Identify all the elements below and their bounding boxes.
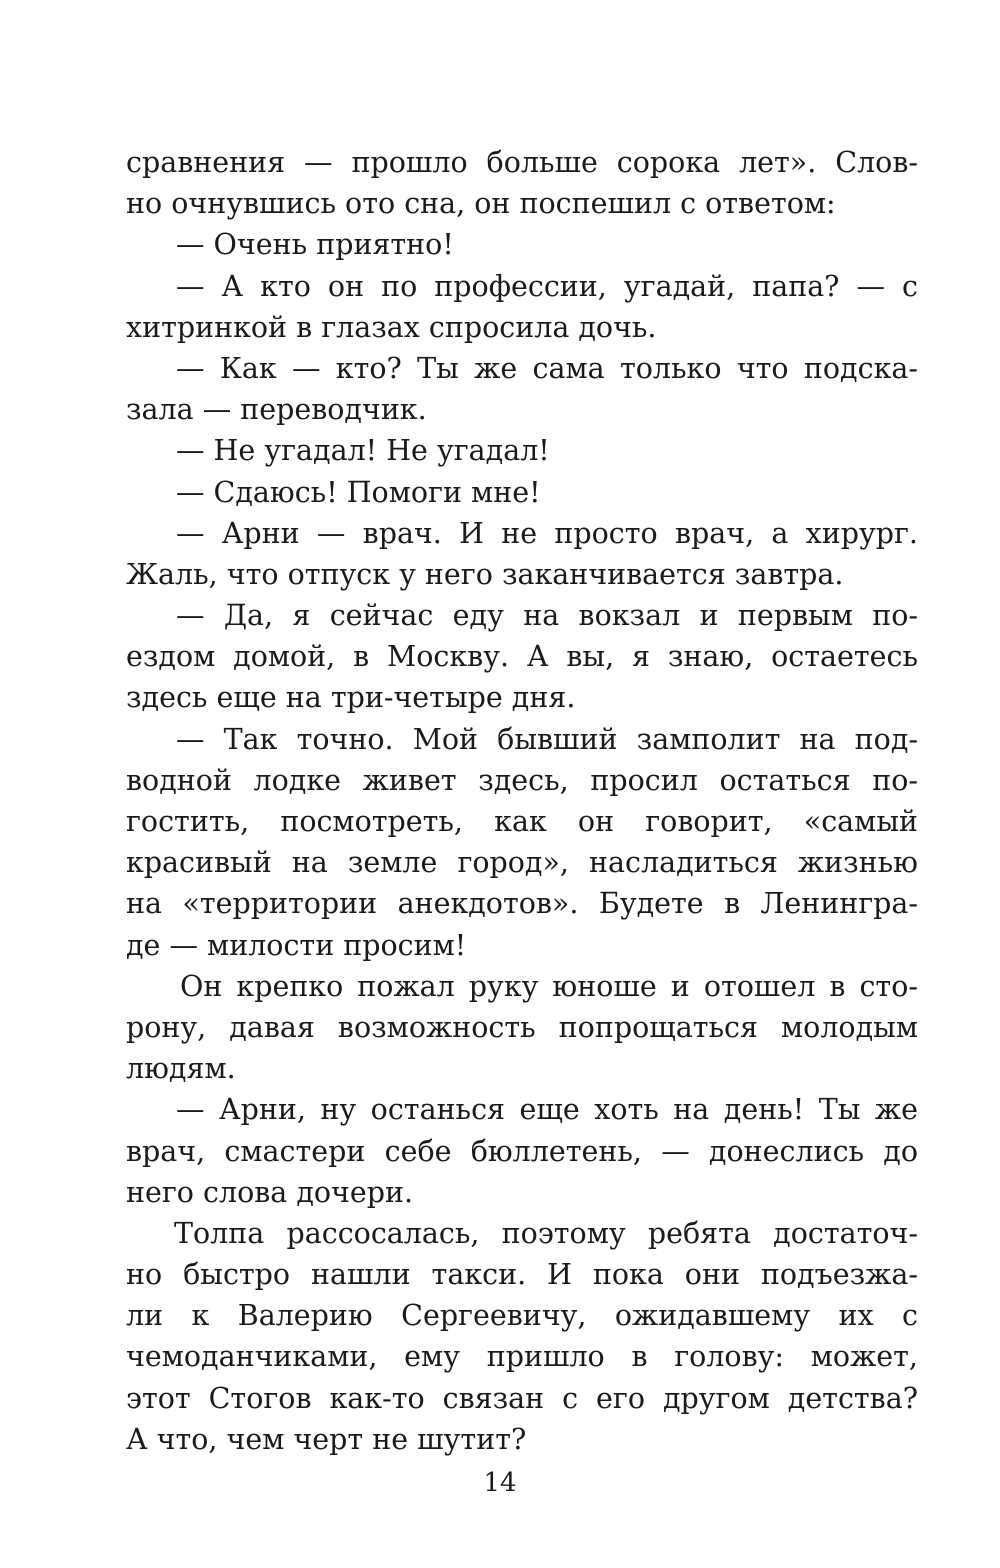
text-line: водной лодке живет здесь, просил остаться по- (126, 763, 918, 797)
text-line: Он крепко пожал руку юноше и отошел в сто- (180, 969, 918, 1003)
text-line: но очнувшись ото сна, он поспешил с ответом: (126, 187, 836, 221)
text-line: — Очень приятно! (176, 228, 454, 262)
page-number: 14 (483, 1468, 517, 1498)
text-line: — Да, я сейчас еду на вокзал и первым по- (176, 599, 918, 633)
text-line: на «территории анекдотов». Будете в Ленингра- (126, 887, 918, 921)
text-line: людям. (126, 1052, 236, 1086)
text-line: гостить, посмотреть, как он говорит, «самый (126, 805, 918, 838)
text-line: — А кто он по профессии, угадай, папа? — с (176, 269, 918, 303)
text-line: А что, чем черт не шутит? (126, 1422, 527, 1456)
text-line: — Как — кто? Ты же сама только что подска- (176, 351, 918, 385)
text-line: — Арни, ну останься еще хоть на день! Ты же (176, 1093, 918, 1127)
text-line: хитринкой в глазах спросила дочь. (126, 310, 657, 344)
text-line: — Не угадал! Не угадал! (176, 434, 550, 468)
text-line: — Арни — врач. И не просто врач, а хирург. (176, 516, 918, 550)
text-line: красивый на земле город», насладиться жизнью (126, 846, 918, 880)
text-line: но быстро нашли такси. И пока они подъезжа- (126, 1258, 918, 1292)
text-line: — Так точно. Мой бывший замполит на под- (176, 722, 918, 756)
text-line: этот Стогов как-то связан с его другом детства? (126, 1381, 918, 1415)
text-line: здесь еще на три-четыре дня. (126, 681, 576, 715)
text-line: ли к Валерию Сергеевичу, ожидавшему их с (126, 1299, 918, 1333)
text-line: чемоданчиками, ему пришло в голову: может, (126, 1340, 918, 1374)
text-line: Жаль, что отпуск у него заканчивается завтра. (126, 557, 844, 591)
body-text (126, 142, 918, 1460)
text-line: рону, давая возможность попрощаться молодым (126, 1010, 918, 1044)
text-line: врач, смастери себе бюллетень, — донеслись до (126, 1134, 918, 1168)
text-line: него слова дочери. (126, 1175, 414, 1209)
text-line: сравнения — прошло больше сорока лет». Слов- (126, 146, 918, 179)
text-line: — Сдаюсь! Помоги мне! (176, 475, 541, 509)
text-line: де — милости просим! (126, 928, 467, 962)
text-line: ездом домой, в Москву. А вы, я знаю, остаетесь (126, 640, 918, 674)
text-line: зала — переводчик. (126, 393, 427, 427)
text-line: Толпа рассосалась, поэтому ребята достаточ- (174, 1216, 918, 1250)
